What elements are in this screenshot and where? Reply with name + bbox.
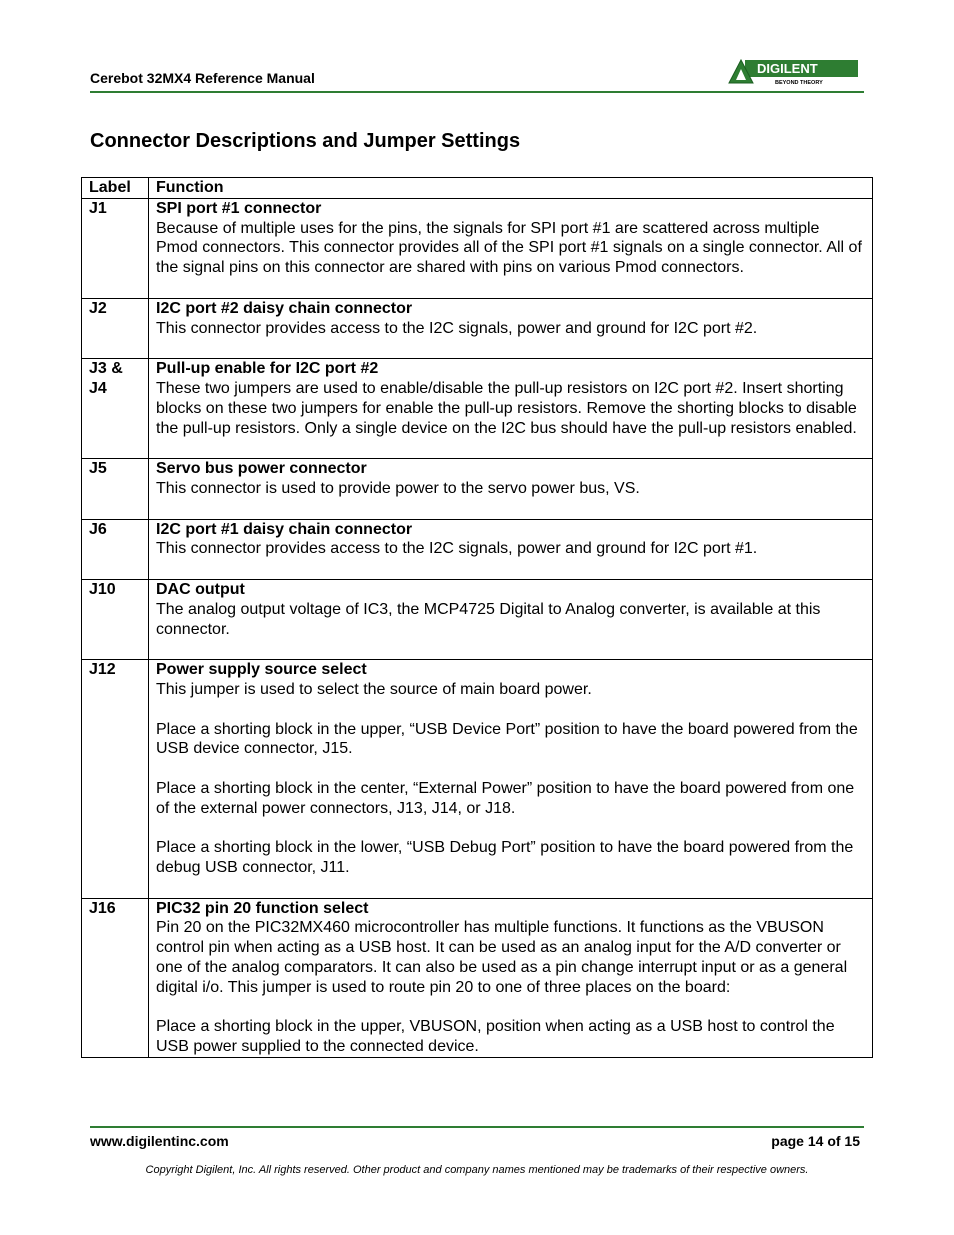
logo-text: DIGILENT [757, 61, 818, 76]
function-description: These two jumpers are used to enable/disable the pull-up resistors on I2C port #2. Insert shorting blocks on these two jumpers for enable the pull-up resistors. Remove the shorting blocks to disable the pull-up resistors. Only a single device on the I2C bus should have the pull-up resistors enabled. [156, 379, 857, 437]
connector-function [149, 898, 873, 1057]
function-title: PIC32 pin 20 function select [156, 899, 369, 917]
function-description: Because of multiple uses for the pins, the signals for SPI port #1 are scattered across multiple Pmod connectors. This connector provides all of the SPI port #1 signals on a single connector. All of the signal pins on this connector are shared with pins on various Pmod connectors. [156, 219, 862, 277]
connector-function [149, 198, 873, 298]
row-trailing-gap [156, 639, 865, 659]
connector-label: J1 [82, 198, 149, 298]
paragraph-gap [156, 998, 865, 1018]
table-row [82, 660, 873, 899]
table-row [82, 359, 873, 459]
column-header-label: Label [82, 178, 149, 199]
connector-function [149, 660, 873, 899]
table-row [82, 519, 873, 579]
function-title: SPI port #1 connector [156, 199, 322, 217]
footer-divider [90, 1126, 864, 1128]
column-header-function: Function [149, 178, 873, 199]
connector-function [149, 579, 873, 659]
function-title: I2C port #1 daisy chain connector [156, 520, 413, 538]
row-trailing-gap [156, 278, 865, 298]
function-description: Pin 20 on the PIC32MX460 microcontroller has multiple functions. It functions as the VBUSON control pin when acting as a USB host. It can be used as an analog input for the A/D converter or one of the analog comparators. It can also be used as a pin change interrupt input or as a general digital i/o. This jumper is used to route pin 20 to one of three places on the board: [156, 919, 848, 996]
function-description: Place a shorting block in the center, “External Power” position to have the board powered from one of the external power connectors, J13, J14, or J18. [156, 779, 855, 817]
function-description: This connector provides access to the I2C signals, power and ground for I2C port #1. [156, 540, 758, 558]
document-header-title: Cerebot 32MX4 Reference Manual [90, 70, 315, 86]
logo-tagline: BEYOND THEORY [775, 80, 823, 85]
copyright-notice: Copyright Digilent, Inc. All rights reserved. Other product and company names mentioned may be trademarks of their respective owners. [145, 1164, 809, 1176]
connector-function [149, 519, 873, 579]
table-body [82, 198, 873, 1057]
function-description: The analog output voltage of IC3, the MCP4725 Digital to Analog converter, is available at this connector. [156, 600, 821, 638]
footer-url: www.digilentinc.com [90, 1133, 229, 1149]
header-divider [90, 91, 864, 93]
connector-function [149, 459, 873, 519]
function-description: Place a shorting block in the upper, VBUSON, position when acting as a USB host to control the USB power supplied to the connected device. [156, 1018, 835, 1056]
connector-label: J3 & J4 [82, 359, 149, 459]
connector-label: J16 [82, 898, 149, 1057]
function-description: Place a shorting block in the upper, “USB Device Port” position to have the board powered from the USB device connector, J15. [156, 720, 858, 758]
table-row [82, 459, 873, 519]
function-description: This connector provides access to the I2C signals, power and ground for I2C port #2. [156, 319, 758, 337]
row-trailing-gap [156, 559, 865, 579]
connector-label: J5 [82, 459, 149, 519]
connector-function [149, 359, 873, 459]
table-row [82, 579, 873, 659]
function-description: This connector is used to provide power to the servo power bus, VS. [156, 479, 640, 497]
table-row [82, 298, 873, 358]
paragraph-gap [156, 759, 865, 779]
row-trailing-gap [156, 499, 865, 519]
connector-function [149, 298, 873, 358]
connector-label: J10 [82, 579, 149, 659]
function-description: Place a shorting block in the lower, “USB Debug Port” position to have the board powered from the debug USB connector, J11. [156, 839, 854, 877]
function-title: Servo bus power connector [156, 460, 367, 478]
table-row [82, 198, 873, 298]
function-description: This jumper is used to select the source of main board power. [156, 680, 592, 698]
paragraph-gap [156, 819, 865, 839]
connector-label: J6 [82, 519, 149, 579]
table-row [82, 898, 873, 1057]
section-title: Connector Descriptions and Jumper Settings [90, 130, 521, 152]
row-trailing-gap [156, 338, 865, 358]
row-trailing-gap [156, 438, 865, 458]
digilent-logo [727, 58, 860, 85]
connector-label: J2 [82, 298, 149, 358]
function-title: I2C port #2 daisy chain connector [156, 299, 413, 317]
page-number: page 14 of 15 [771, 1133, 860, 1149]
table-header-row [82, 178, 873, 199]
function-title: Power supply source select [156, 661, 367, 679]
function-title: Pull-up enable for I2C port #2 [156, 360, 379, 378]
paragraph-gap [156, 700, 865, 720]
function-title: DAC output [156, 580, 245, 598]
connector-table [81, 177, 873, 1058]
row-trailing-gap [156, 878, 865, 898]
connector-label: J12 [82, 660, 149, 899]
